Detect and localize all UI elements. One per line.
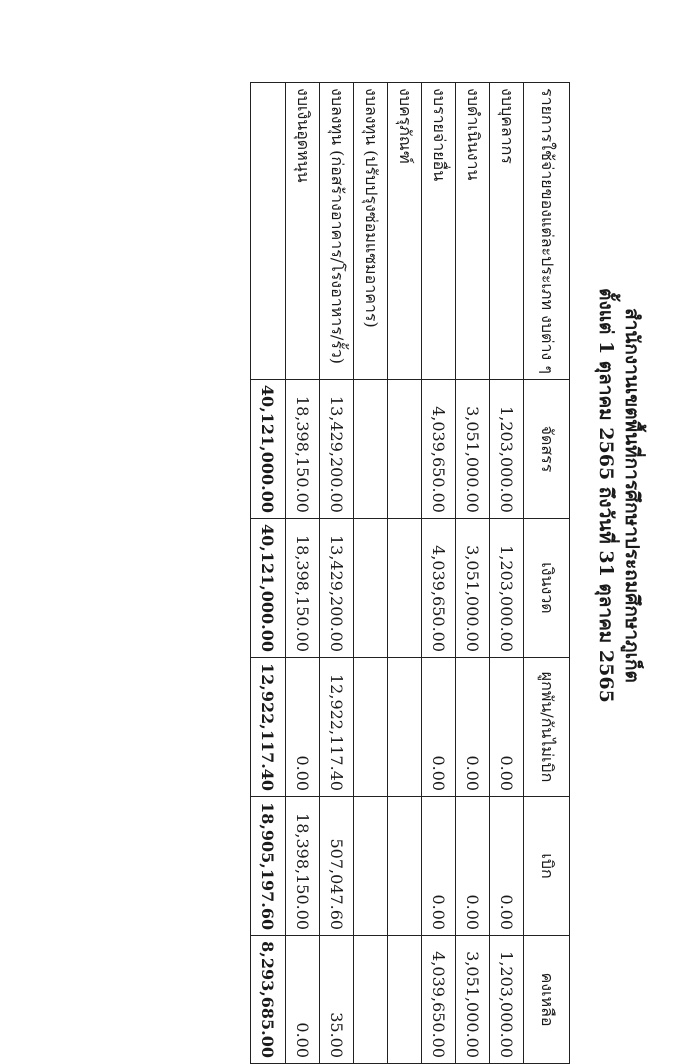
row-item: งบรายจ่ายอื่น [422, 83, 456, 380]
row-remaining: 1,203,000.00 [490, 936, 524, 1064]
total-transferred: 40,121,000.00 [251, 518, 286, 657]
row-committed [388, 658, 422, 797]
row-transferred [354, 518, 388, 657]
header-row [524, 83, 570, 1064]
header-allocated: จัดสรร [524, 379, 570, 518]
table-row [456, 83, 490, 1064]
row-committed: 0.00 [456, 658, 490, 797]
total-committed: 12,922,117.40 [251, 658, 286, 797]
row-disbursed [354, 797, 388, 936]
row-disbursed: 0.00 [490, 797, 524, 936]
row-committed: 0.00 [422, 658, 456, 797]
row-remaining [388, 936, 422, 1064]
row-transferred [388, 518, 422, 657]
total-disbursed: 18,905,197.60 [251, 797, 286, 936]
table-row [320, 83, 354, 1064]
row-item: งบลงทุน (ปรับปรุงซ่อมแซมอาคาร) [354, 83, 388, 380]
period-title: ตั้งแต่ 1 ตุลาคม 2565 ถึงวันที่ 31 ตุลาคม 2565 [595, 288, 617, 703]
row-allocated: 18,398,150.00 [286, 379, 320, 518]
row-disbursed: 0.00 [422, 797, 456, 936]
table-row [388, 83, 422, 1064]
budget-table [250, 82, 570, 1064]
header-remaining: คงเหลือ [524, 936, 570, 1064]
total-row [251, 83, 286, 1064]
row-committed: 0.00 [286, 658, 320, 797]
row-item: งบบุคลากร [490, 83, 524, 380]
row-remaining: 3,051,000.00 [456, 936, 490, 1064]
row-remaining: 0.00 [286, 936, 320, 1064]
row-committed: 12,922,117.40 [320, 658, 354, 797]
row-allocated: 4,039,650.00 [422, 379, 456, 518]
row-item: งบลงทุน (ก่อสร้างอาคาร/โรงอาหาร/รั้ว) [320, 83, 354, 380]
table-row [354, 83, 388, 1064]
header-transferred: เงินงวด [524, 518, 570, 657]
row-remaining: 4,039,650.00 [422, 936, 456, 1064]
row-disbursed [388, 797, 422, 936]
row-disbursed: 507,047.60 [320, 797, 354, 936]
header-item: รายการใช้จ่ายของแต่ละประเภท งบต่าง ๆ [524, 83, 570, 380]
row-transferred: 4,039,650.00 [422, 518, 456, 657]
table-row [490, 83, 524, 1064]
row-allocated [388, 379, 422, 518]
row-allocated: 13,429,200.00 [320, 379, 354, 518]
row-transferred: 18,398,150.00 [286, 518, 320, 657]
row-allocated: 1,203,000.00 [490, 379, 524, 518]
row-item: งบครุภัณฑ์ [388, 83, 422, 380]
row-transferred: 1,203,000.00 [490, 518, 524, 657]
row-transferred: 3,051,000.00 [456, 518, 490, 657]
row-remaining [354, 936, 388, 1064]
row-item: งบดำเนินงาน [456, 83, 490, 380]
row-disbursed: 18,398,150.00 [286, 797, 320, 936]
row-committed: 0.00 [490, 658, 524, 797]
row-item: งบเงินอุดหนุน [286, 83, 320, 380]
title-block [593, 0, 645, 991]
row-allocated: 3,051,000.00 [456, 379, 490, 518]
total-remaining: 8,293,685.00 [251, 936, 286, 1064]
header-committed: ผูกพัน/กันไม่เบิก [524, 658, 570, 797]
total-blank-cell [251, 83, 286, 380]
row-remaining: 35.00 [320, 936, 354, 1064]
row-committed [354, 658, 388, 797]
table-row [286, 83, 320, 1064]
table-row [422, 83, 456, 1064]
office-title: สำนักงานเขตพื้นที่การศึกษาประถมศึกษาภูเก็ต [621, 308, 643, 683]
row-disbursed: 0.00 [456, 797, 490, 936]
total-allocated: 40,121,000.00 [251, 379, 286, 518]
row-allocated [354, 379, 388, 518]
row-transferred: 13,429,200.00 [320, 518, 354, 657]
header-disbursed: เบิก [524, 797, 570, 936]
